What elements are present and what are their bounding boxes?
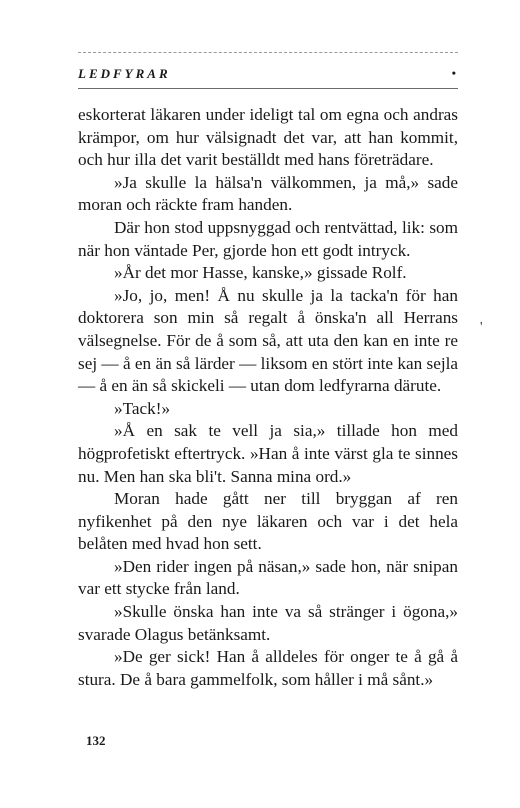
paragraph: »Å en sak te vell ja sia,» tillade hon med högprofetiskt eftertryck. »Han å inte värst gla te sinnes nu. Men han ska bli't. Sanna mina ord.»	[78, 421, 458, 486]
header-rule	[78, 88, 458, 89]
header-top-rule	[78, 52, 458, 53]
paragraph: »Ja skulle la hälsa'n välkommen, ja må,» sade moran och räckte fram handen.	[78, 172, 458, 215]
paragraph: »År det mor Hasse, kanske,» gissade Rolf.	[114, 263, 407, 283]
paragraph: eskorterat läkaren under ideligt tal om egna och andras krämpor, om hur välsignadt det var, att han kommit, och hur illa det varit beställdt med hans företrädare.	[78, 105, 458, 170]
paragraph: »De ger sick! Han å alldeles för onger te å gå å stura. De å bara gammelfolk, som håller i må sånt.»	[78, 647, 458, 689]
running-head-mark: •	[451, 66, 456, 80]
margin-mark: '	[480, 320, 483, 335]
paragraph: »Jo, jo, men! Å nu skulle ja la tacka'n för han doktorera son min så regalt å önska'n all Herrans välsegnelse. För de å som så, att uta den kan en inte re sej — å en än så lärder — liksom en stört inte kan sejla — å en än så skickeli — utan dom ledfyrarna därute.	[78, 285, 458, 396]
body-text	[78, 104, 458, 691]
paragraph: Moran hade gått ner till bryggan af ren nyfikenhet på den nye läkaren och var i det hela belåten med hvad hon sett.	[78, 489, 458, 554]
running-head-title: LEDFYRAR	[78, 66, 171, 81]
paragraph: »Tack!»	[114, 398, 171, 418]
running-head	[78, 66, 458, 84]
page-number: 132	[86, 733, 106, 748]
paragraph: »Skulle önska han inte va så stränger i ögona,» svarade Olagus betänksamt.	[78, 602, 458, 644]
paragraph: Där hon stod uppsnyggad och rentvättad, lik: som när hon väntade Per, gjorde hon ett godt intryck.	[78, 217, 458, 260]
paragraph: »Den rider ingen på näsan,» sade hon, när snipan var ett stycke från land.	[78, 556, 458, 599]
